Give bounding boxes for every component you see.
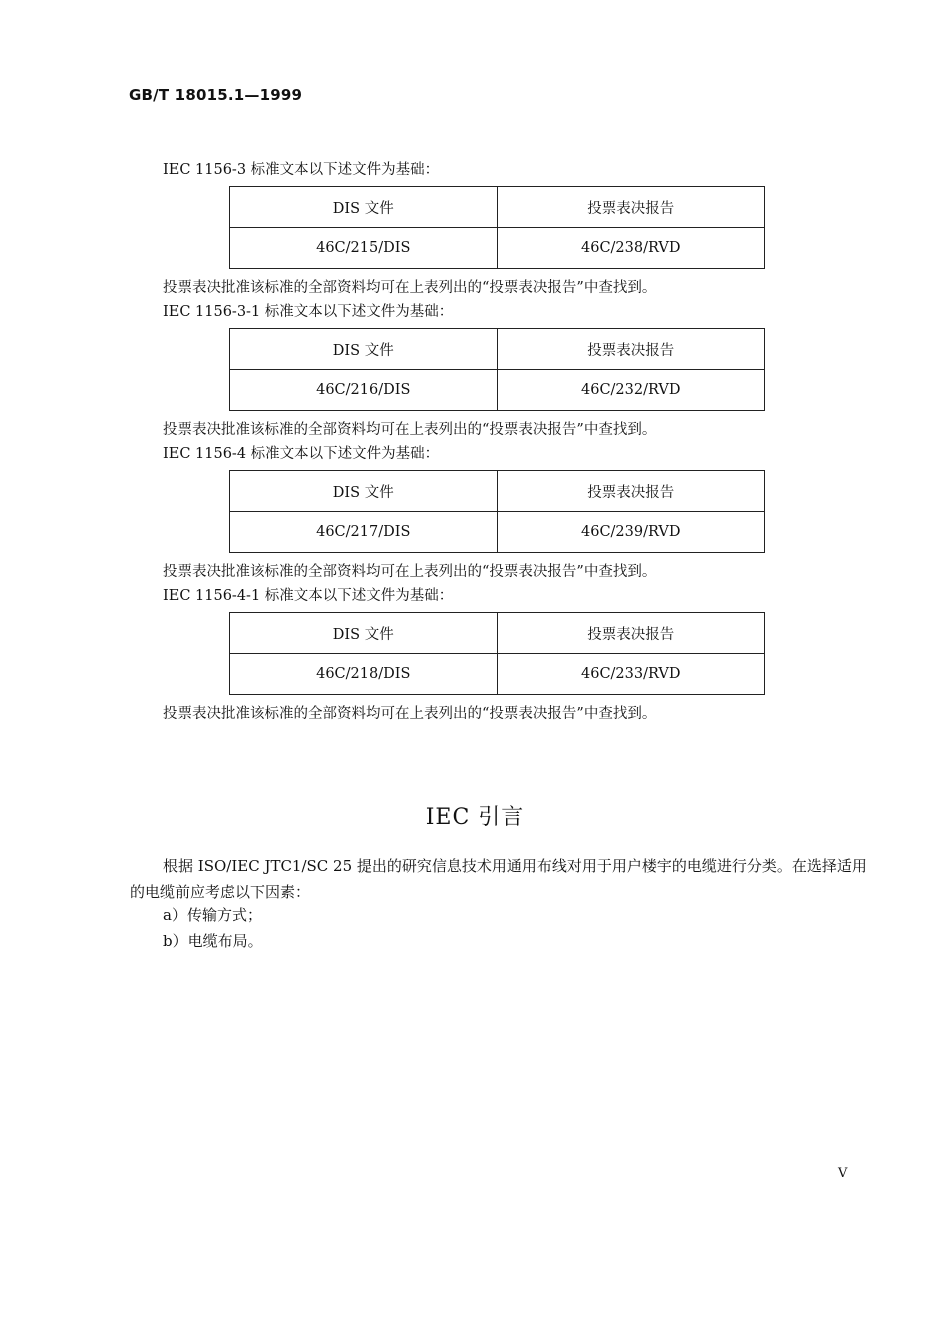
voting-table	[229, 328, 765, 411]
rvd-header-cell: 投票表决报告	[497, 471, 765, 512]
block-note: 投票表决批准该标准的全部资料均可在上表列出的“投票表决报告”中查找到。	[163, 564, 657, 580]
dis-header-cell: DIS 文件	[230, 187, 498, 228]
standard-number: GB/T 18015.1—1999	[129, 86, 303, 104]
section-title: IEC 引言	[425, 805, 525, 830]
block-intro: IEC 1156-4 标准文本以下述文件为基础：	[163, 446, 440, 462]
rvd-value-cell: 46C/233/RVD	[497, 654, 765, 695]
voting-table	[229, 186, 765, 269]
voting-table	[229, 612, 765, 695]
dis-header-cell: DIS 文件	[230, 329, 498, 370]
dis-value-cell: 46C/215/DIS	[230, 228, 498, 269]
page-number: V	[838, 1166, 848, 1181]
rvd-value-cell: 46C/239/RVD	[497, 512, 765, 553]
rvd-value-cell: 46C/232/RVD	[497, 370, 765, 411]
block-intro: IEC 1156-3 标准文本以下述文件为基础：	[163, 162, 440, 178]
dis-value-cell: 46C/216/DIS	[230, 370, 498, 411]
dis-header-cell: DIS 文件	[230, 471, 498, 512]
dis-value-cell: 46C/217/DIS	[230, 512, 498, 553]
dis-value-cell: 46C/218/DIS	[230, 654, 498, 695]
rvd-value-cell: 46C/238/RVD	[497, 228, 765, 269]
rvd-header-cell: 投票表决报告	[497, 613, 765, 654]
voting-table	[229, 470, 765, 553]
rvd-header-cell: 投票表决报告	[497, 187, 765, 228]
block-intro: IEC 1156-4-1 标准文本以下述文件为基础：	[163, 588, 454, 604]
block-intro: IEC 1156-3-1 标准文本以下述文件为基础：	[163, 304, 454, 320]
block-note: 投票表决批准该标准的全部资料均可在上表列出的“投票表决报告”中查找到。	[163, 706, 657, 722]
dis-header-cell: DIS 文件	[230, 613, 498, 654]
block-note: 投票表决批准该标准的全部资料均可在上表列出的“投票表决报告”中查找到。	[163, 280, 657, 296]
rvd-header-cell: 投票表决报告	[497, 329, 765, 370]
intro-paragraph: 根据 ISO/IEC JTC1/SC 25 提出的研究信息技术用通用布线对用于用户楼宇的电缆进行分类。在选择适用的电缆前应考虑以下因素：	[130, 857, 867, 901]
list-item: b）电缆布局。	[163, 932, 263, 950]
list-item: a）传输方式；	[163, 906, 262, 924]
block-note: 投票表决批准该标准的全部资料均可在上表列出的“投票表决报告”中查找到。	[163, 422, 657, 438]
